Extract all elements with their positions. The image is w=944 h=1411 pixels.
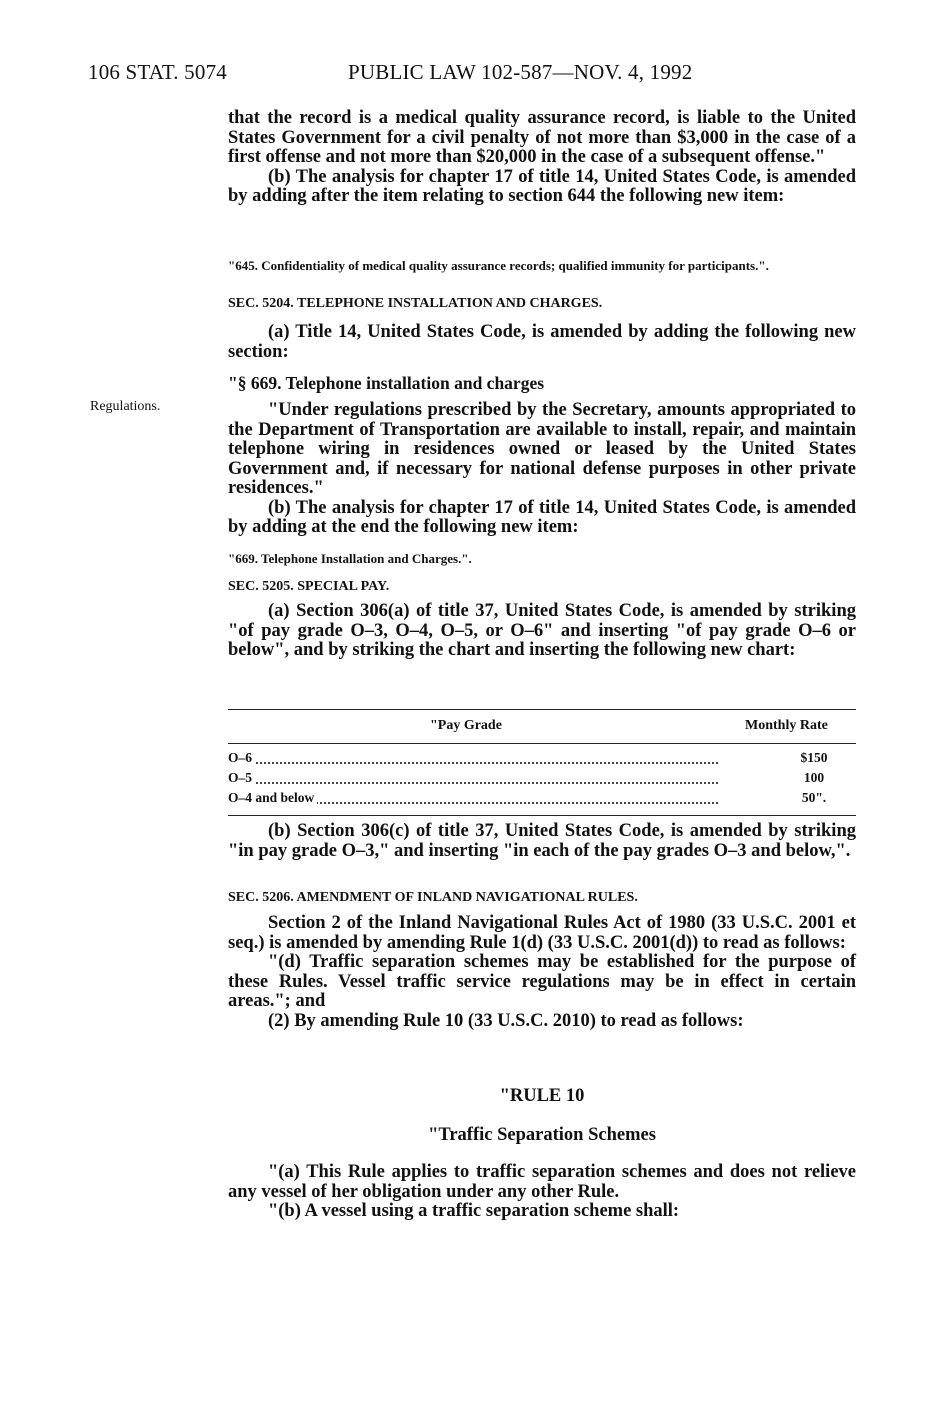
public-law-header: PUBLIC LAW 102-587—NOV. 4, 1992 — [348, 60, 693, 84]
paragraph-penalty: that the record is a medical quality assurance record, is liable to the United States Government for a civil penalty of not more than $3,000 in the case of a first offense and not more than $20,000 in the case of a subsequent offense." — [228, 108, 856, 167]
paragraph-rule-1d: "(d) Traffic separation schemes may be established for the purpose of these Rules. Vessel traffic service regulations may be in effect in certain areas."; and — [228, 952, 856, 1011]
paragraph-rule-10-amendment: (2) By amending Rule 10 (33 U.S.C. 2010) to read as follows: — [268, 1010, 744, 1031]
text-block-5 — [228, 822, 856, 861]
paragraph-analysis-645: (b) The analysis for chapter 17 of title 14, United States Code, is amended by adding after the item relating to section 644 the following new item: — [228, 166, 856, 206]
text-block-3 — [228, 401, 856, 538]
paragraph-telephone-regulations: "Under regulations prescribed by the Secretary, amounts appropriated to the Department of Transportation are available to install, repair, and maintain telephone wiring in residences owned or leased by the United States Government and, if necessary for national defense purposes in other private residences." — [228, 400, 856, 498]
text-block-4 — [228, 602, 856, 661]
table-header-pay-grade: "Pay Grade — [430, 718, 502, 733]
section-5205-heading: SEC. 5205. SPECIAL PAY. — [228, 579, 390, 594]
leader-dots — [228, 762, 718, 764]
table-row — [228, 790, 856, 808]
text-block-7 — [228, 1163, 856, 1222]
table-top-rule — [228, 709, 856, 710]
pay-grade-cell: O–6 — [228, 750, 255, 766]
section-5206-heading: SEC. 5206. AMENDMENT OF INLAND NAVIGATIONAL RULES. — [228, 890, 638, 905]
rule-10-title: "Traffic Separation Schemes — [428, 1125, 656, 1145]
paragraph-special-pay: (a) Section 306(a) of title 37, United States Code, is amended by striking "of pay grade O–3, O–4, O–5, or O–6" and inserting "of pay grade O–6 or below", and by striking the chart and inserting the following new chart: — [228, 601, 856, 660]
section-5204-heading: SEC. 5204. TELEPHONE INSTALLATION AND CHARGES. — [228, 296, 603, 311]
paragraph-section-306c: (b) Section 306(c) of title 37, United States Code, is amended by striking "in pay grade O–3," and inserting "in each of the pay grades O–3 and below,". — [228, 821, 856, 861]
leader-dots — [228, 782, 718, 784]
table-bottom-rule — [228, 815, 856, 816]
monthly-rate-cell: 100 — [803, 770, 825, 785]
section-669-heading: "§ 669. Telephone installation and charges — [228, 373, 545, 393]
rule-10-heading: "RULE 10 — [499, 1086, 585, 1106]
text-block-1 — [228, 109, 856, 207]
paragraph-inland-rules-act: Section 2 of the Inland Navigational Rules Act of 1980 (33 U.S.C. 2001 et seq.) is amended by amending Rule 1(d) (33 U.S.C. 2001(d)) to read as follows: — [228, 913, 856, 953]
text-block-6 — [228, 914, 856, 1031]
table-header-rule — [228, 743, 856, 744]
table-row — [228, 770, 856, 788]
margin-note-regulations: Regulations. — [90, 399, 161, 414]
table-row — [228, 750, 856, 768]
item-645: "645. Confidentiality of medical quality assurance records; qualified immunity for participants.". — [228, 258, 769, 273]
monthly-rate-cell: 50". — [801, 790, 827, 805]
monthly-rate-cell: $150 — [800, 750, 828, 765]
text-block-2 — [228, 323, 856, 362]
pay-grade-cell: O–5 — [228, 770, 255, 786]
pay-grade-cell: O–4 and below — [228, 790, 317, 806]
statute-page-citation: 106 STAT. 5074 — [88, 60, 227, 84]
paragraph-rule-10a: "(a) This Rule applies to traffic separation schemes and does not relieve any vessel of her obligation under any other Rule. — [228, 1162, 856, 1202]
paragraph-analysis-669: (b) The analysis for chapter 17 of title 14, United States Code, is amended by adding at the end the following new item: — [228, 497, 856, 537]
paragraph-rule-10b: "(b) A vessel using a traffic separation scheme shall: — [268, 1201, 680, 1221]
paragraph-title14-new-section: (a) Title 14, United States Code, is amended by adding the following new section: — [228, 322, 856, 362]
item-669: "669. Telephone Installation and Charges.". — [228, 551, 472, 566]
table-header-monthly-rate: Monthly Rate — [745, 718, 828, 733]
